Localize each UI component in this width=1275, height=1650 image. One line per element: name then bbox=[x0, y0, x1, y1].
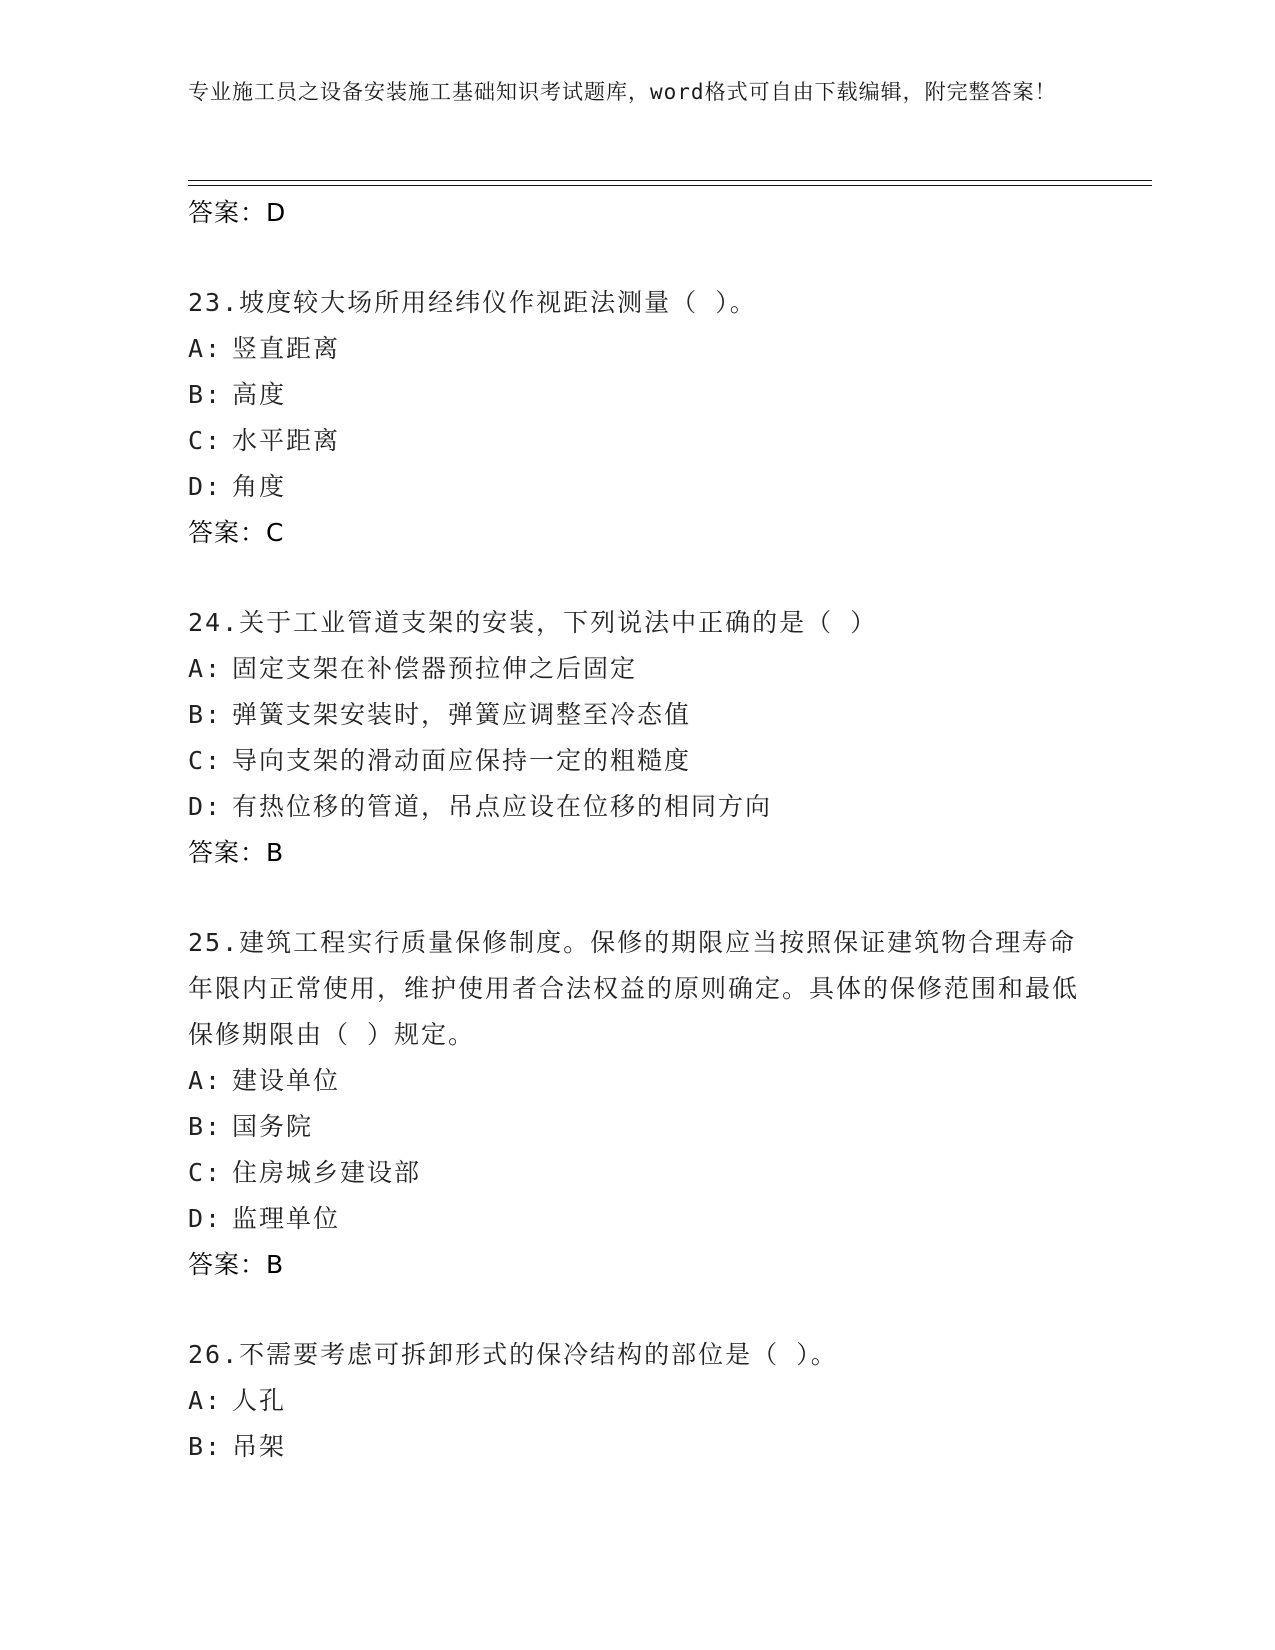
option-letter: C: bbox=[188, 746, 223, 775]
header-divider-thin bbox=[188, 185, 1152, 186]
option-text: 导向支架的滑动面应保持一定的粗糙度 bbox=[232, 746, 692, 775]
option-c bbox=[188, 738, 1088, 784]
option-text: 有热位移的管道，吊点应设在位移的相同方向 bbox=[232, 792, 773, 821]
option-b bbox=[188, 1424, 1088, 1470]
option-b bbox=[188, 1104, 1088, 1150]
question-26 bbox=[188, 1332, 1088, 1470]
option-a bbox=[188, 1058, 1088, 1104]
option-d bbox=[188, 1196, 1088, 1242]
option-letter: B: bbox=[188, 1432, 223, 1461]
option-text: 吊架 bbox=[232, 1432, 287, 1461]
option-c bbox=[188, 418, 1088, 464]
question-list bbox=[188, 190, 1088, 1470]
option-letter: A: bbox=[188, 334, 223, 363]
answer-label: 答案：B bbox=[188, 1250, 285, 1279]
option-letter: D: bbox=[188, 1204, 223, 1233]
option-text: 角度 bbox=[232, 472, 287, 501]
answer-label: 答案：B bbox=[188, 838, 285, 867]
option-a bbox=[188, 1378, 1088, 1424]
option-text: 高度 bbox=[232, 380, 287, 409]
question-stem: 25.建筑工程实行质量保修制度。保修的期限应当按照保证建筑物合理寿命年限内正常使用，维护使用者合法权益的原则确定。具体的保修范围和最低保修期限由（ ）规定。 bbox=[188, 928, 1080, 1049]
answer-label: 答案：C bbox=[188, 518, 285, 547]
question-stem: 23.坡度较大场所用经纬仪作视距法测量（ ）。 bbox=[188, 288, 757, 317]
option-text: 水平距离 bbox=[232, 426, 341, 455]
option-text: 国务院 bbox=[232, 1112, 314, 1141]
option-b bbox=[188, 372, 1088, 418]
option-letter: A: bbox=[188, 1066, 223, 1095]
header-divider-thick bbox=[188, 180, 1152, 181]
option-d bbox=[188, 784, 1088, 830]
option-letter: B: bbox=[188, 700, 223, 729]
question-25 bbox=[188, 920, 1088, 1288]
option-letter: B: bbox=[188, 380, 223, 409]
option-a bbox=[188, 646, 1088, 692]
document-header: 专业施工员之设备安装施工基础知识考试题库，word格式可自由下载编辑，附完整答案！ bbox=[188, 80, 1057, 104]
option-text: 监理单位 bbox=[232, 1204, 341, 1233]
option-d bbox=[188, 464, 1088, 510]
option-b bbox=[188, 692, 1088, 738]
option-text: 竖直距离 bbox=[232, 334, 341, 363]
option-letter: D: bbox=[188, 792, 223, 821]
question-stem: 24.关于工业管道支架的安装，下列说法中正确的是（ ） bbox=[188, 608, 878, 637]
option-letter: C: bbox=[188, 426, 223, 455]
option-letter: A: bbox=[188, 654, 223, 683]
question-23 bbox=[188, 280, 1088, 556]
option-c bbox=[188, 1150, 1088, 1196]
option-text: 弹簧支架安装时，弹簧应调整至冷态值 bbox=[232, 700, 692, 729]
previous-answer: 答案：D bbox=[188, 198, 287, 227]
question-24 bbox=[188, 600, 1088, 876]
option-text: 建设单位 bbox=[232, 1066, 341, 1095]
option-letter: C: bbox=[188, 1158, 223, 1187]
option-a bbox=[188, 326, 1088, 372]
option-text: 住房城乡建设部 bbox=[232, 1158, 422, 1187]
option-letter: B: bbox=[188, 1112, 223, 1141]
option-letter: A: bbox=[188, 1386, 223, 1415]
option-text: 固定支架在补偿器预拉伸之后固定 bbox=[232, 654, 638, 683]
option-letter: D: bbox=[188, 472, 223, 501]
option-text: 人孔 bbox=[232, 1386, 287, 1415]
question-stem: 26.不需要考虑可拆卸形式的保冷结构的部位是（ ）。 bbox=[188, 1340, 838, 1369]
